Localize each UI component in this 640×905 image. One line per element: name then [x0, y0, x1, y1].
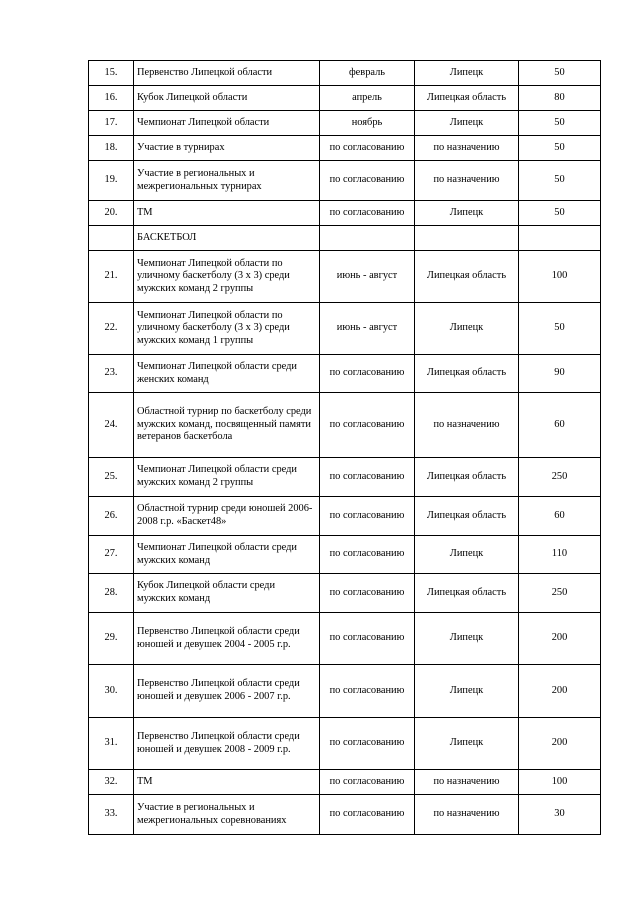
- event-name: Кубок Липецкой области среди мужских команд: [134, 574, 320, 613]
- event-place: Липецк: [415, 111, 519, 136]
- participant-count: 60: [519, 393, 601, 458]
- participant-count: 50: [519, 161, 601, 201]
- participant-count: 90: [519, 355, 601, 393]
- event-place: по назначению: [415, 161, 519, 201]
- event-date: по согласованию: [320, 355, 415, 393]
- row-number: 23.: [89, 355, 134, 393]
- table-row: [89, 86, 601, 111]
- event-place: Липецкая область: [415, 355, 519, 393]
- event-name: ТМ: [134, 201, 320, 226]
- row-number: 24.: [89, 393, 134, 458]
- row-number: 17.: [89, 111, 134, 136]
- row-number: 32.: [89, 770, 134, 795]
- table-row: [89, 574, 601, 613]
- event-place: Липецкая область: [415, 497, 519, 536]
- participant-count: 30: [519, 795, 601, 835]
- event-place: Липецк: [415, 718, 519, 770]
- event-name: Чемпионат Липецкой области среди мужских команд: [134, 536, 320, 574]
- event-name: Участие в турнирах: [134, 136, 320, 161]
- participant-count: 50: [519, 303, 601, 355]
- row-number: 29.: [89, 613, 134, 665]
- row-number: 31.: [89, 718, 134, 770]
- table-row: [89, 770, 601, 795]
- event-date: по согласованию: [320, 393, 415, 458]
- participant-count: 80: [519, 86, 601, 111]
- event-place: по назначению: [415, 795, 519, 835]
- event-place: Липецкая область: [415, 574, 519, 613]
- event-date: июнь - август: [320, 303, 415, 355]
- participant-count: 50: [519, 111, 601, 136]
- event-place: Липецк: [415, 536, 519, 574]
- event-name: Чемпионат Липецкой области: [134, 111, 320, 136]
- event-place: по назначению: [415, 770, 519, 795]
- event-place: Липецкая область: [415, 458, 519, 497]
- participant-count: [519, 226, 601, 251]
- participant-count: 100: [519, 770, 601, 795]
- row-number: 33.: [89, 795, 134, 835]
- row-number: 19.: [89, 161, 134, 201]
- event-date: по согласованию: [320, 201, 415, 226]
- event-place: Липецк: [415, 201, 519, 226]
- participant-count: 50: [519, 201, 601, 226]
- table-row: [89, 251, 601, 303]
- event-name: Участие в региональных и межрегиональных соревнованиях: [134, 795, 320, 835]
- table-row: [89, 458, 601, 497]
- event-name: Чемпионат Липецкой области по уличному баскетболу (3 x 3) среди мужских команд 2 группы: [134, 251, 320, 303]
- event-place: по назначению: [415, 136, 519, 161]
- table-row: [89, 536, 601, 574]
- row-number: 26.: [89, 497, 134, 536]
- event-date: июнь - август: [320, 251, 415, 303]
- row-number: 27.: [89, 536, 134, 574]
- table-row: [89, 718, 601, 770]
- participant-count: 200: [519, 718, 601, 770]
- section-title: БАСКЕТБОЛ: [134, 226, 320, 251]
- participant-count: 250: [519, 574, 601, 613]
- event-date: по согласованию: [320, 536, 415, 574]
- event-name: Первенство Липецкой области среди юношей и девушек 2006 - 2007 г.р.: [134, 665, 320, 718]
- row-number: 16.: [89, 86, 134, 111]
- event-date: по согласованию: [320, 718, 415, 770]
- event-name: Чемпионат Липецкой области среди женских команд: [134, 355, 320, 393]
- event-place: Липецкая область: [415, 86, 519, 111]
- section-header-row: [89, 226, 601, 251]
- events-table-body: [89, 61, 601, 835]
- event-date: по согласованию: [320, 574, 415, 613]
- event-place: Липецкая область: [415, 251, 519, 303]
- events-table: [88, 60, 601, 835]
- event-name: Первенство Липецкой области: [134, 61, 320, 86]
- event-date: по согласованию: [320, 770, 415, 795]
- table-row: [89, 665, 601, 718]
- event-date: ноябрь: [320, 111, 415, 136]
- table-row: [89, 613, 601, 665]
- event-date: по согласованию: [320, 136, 415, 161]
- row-number: 18.: [89, 136, 134, 161]
- row-number: 21.: [89, 251, 134, 303]
- table-row: [89, 161, 601, 201]
- table-row: [89, 136, 601, 161]
- table-row: [89, 795, 601, 835]
- participant-count: 100: [519, 251, 601, 303]
- event-date: по согласованию: [320, 497, 415, 536]
- event-place: Липецк: [415, 665, 519, 718]
- event-place: [415, 226, 519, 251]
- row-number: 28.: [89, 574, 134, 613]
- participant-count: 110: [519, 536, 601, 574]
- row-number: 25.: [89, 458, 134, 497]
- event-place: по назначению: [415, 393, 519, 458]
- table-row: [89, 201, 601, 226]
- event-date: по согласованию: [320, 458, 415, 497]
- event-place: Липецк: [415, 303, 519, 355]
- row-number: 20.: [89, 201, 134, 226]
- event-date: апрель: [320, 86, 415, 111]
- event-name: Первенство Липецкой области среди юношей и девушек 2008 - 2009 г.р.: [134, 718, 320, 770]
- table-row: [89, 303, 601, 355]
- participant-count: 50: [519, 136, 601, 161]
- event-name: ТМ: [134, 770, 320, 795]
- row-number: 15.: [89, 61, 134, 86]
- event-name: Областной турнир по баскетболу среди мужских команд, посвященный памяти ветеранов баскетбола: [134, 393, 320, 458]
- event-date: по согласованию: [320, 161, 415, 201]
- row-number: 22.: [89, 303, 134, 355]
- event-place: Липецк: [415, 61, 519, 86]
- event-date: февраль: [320, 61, 415, 86]
- event-date: по согласованию: [320, 613, 415, 665]
- table-row: [89, 355, 601, 393]
- row-number: [89, 226, 134, 251]
- event-name: Областной турнир среди юношей 2006-2008 г.р. «Баскет48»: [134, 497, 320, 536]
- event-name: Чемпионат Липецкой области по уличному баскетболу (3 x 3) среди мужских команд 1 группы: [134, 303, 320, 355]
- event-name: Участие в региональных и межрегиональных турнирах: [134, 161, 320, 201]
- event-date: по согласованию: [320, 665, 415, 718]
- participant-count: 250: [519, 458, 601, 497]
- table-row: [89, 111, 601, 136]
- participant-count: 200: [519, 665, 601, 718]
- event-name: Кубок Липецкой области: [134, 86, 320, 111]
- event-place: Липецк: [415, 613, 519, 665]
- event-date: [320, 226, 415, 251]
- event-name: Чемпионат Липецкой области среди мужских команд 2 группы: [134, 458, 320, 497]
- participant-count: 50: [519, 61, 601, 86]
- table-row: [89, 393, 601, 458]
- row-number: 30.: [89, 665, 134, 718]
- event-date: по согласованию: [320, 795, 415, 835]
- event-name: Первенство Липецкой области среди юношей и девушек 2004 - 2005 г.р.: [134, 613, 320, 665]
- participant-count: 60: [519, 497, 601, 536]
- table-row: [89, 497, 601, 536]
- participant-count: 200: [519, 613, 601, 665]
- table-row: [89, 61, 601, 86]
